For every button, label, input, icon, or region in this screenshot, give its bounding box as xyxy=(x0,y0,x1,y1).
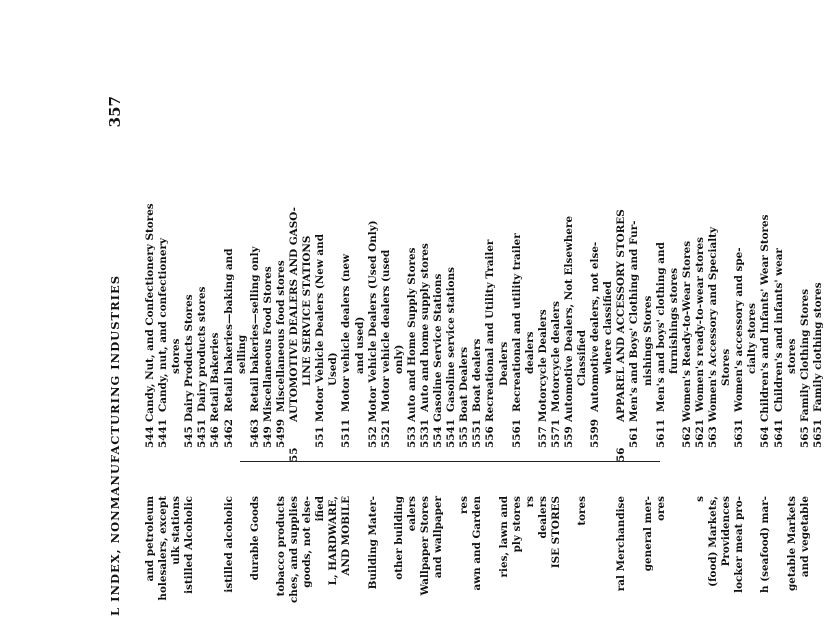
left-line-text: general mer- xyxy=(641,496,654,572)
index-entry xyxy=(340,96,353,448)
sic-code: 564 xyxy=(759,426,772,448)
left-line-text: ulk stations xyxy=(170,496,183,565)
sic-code: 562 xyxy=(680,426,693,448)
sic-code: 553 xyxy=(405,426,418,448)
left-column-line xyxy=(655,496,668,616)
left-line-text: Building Mater- xyxy=(366,496,379,590)
index-entry xyxy=(471,96,484,448)
sic-code: 5463 xyxy=(248,419,261,448)
entry-description: furnishings stores xyxy=(667,267,680,374)
left-column-line xyxy=(445,496,458,616)
left-line-text: locker meat pro- xyxy=(733,496,746,593)
left-column-line xyxy=(275,496,288,616)
left-column-line xyxy=(432,496,445,616)
index-entry xyxy=(419,96,432,448)
left-line-text: ealers xyxy=(405,496,418,532)
index-entry xyxy=(484,96,497,448)
left-line-text: ply stores xyxy=(510,496,523,553)
sic-code: 565 xyxy=(798,426,811,448)
entry-description: Gasoline Service Stations xyxy=(432,273,445,422)
entry-description: Miscellaneous food stores xyxy=(274,260,287,412)
left-line-text: other building xyxy=(392,496,405,580)
index-entry xyxy=(773,96,786,448)
left-column-line xyxy=(314,496,327,616)
left-line-text: awn and Garden xyxy=(471,496,484,591)
index-entry xyxy=(812,96,825,448)
index-entry xyxy=(628,96,641,448)
index-entry xyxy=(209,96,222,448)
sic-code: 5571 xyxy=(549,419,562,448)
left-line-text: L, HARDWARE, xyxy=(327,496,340,586)
left-column-line xyxy=(786,496,799,616)
index-entry xyxy=(524,96,537,448)
entry-description: Motorcycle dealers xyxy=(549,301,562,412)
left-line-text: and petroleum xyxy=(144,496,156,582)
index-entry xyxy=(642,96,655,448)
index-entry xyxy=(681,96,694,448)
sic-code: 5462 xyxy=(222,419,235,448)
sic-code: 5451 xyxy=(196,419,209,448)
entry-description: Used) xyxy=(327,352,340,386)
index-entry xyxy=(314,96,327,448)
index-entry xyxy=(445,96,458,448)
left-column-line xyxy=(537,496,550,616)
left-line-text: and wallpaper xyxy=(432,496,445,579)
index-entry xyxy=(432,96,445,448)
left-column-line xyxy=(249,496,262,616)
left-column-line xyxy=(170,496,183,616)
left-line-text: istilled alcoholic xyxy=(222,496,235,593)
index-entry xyxy=(537,96,550,448)
left-line-text: getable Markets xyxy=(785,496,798,592)
running-header xyxy=(108,96,128,616)
major-group-code: 55 xyxy=(288,447,301,462)
index-entry xyxy=(668,96,681,448)
sic-code: 5611 xyxy=(654,419,667,448)
left-line-text: Wallpaper Stores xyxy=(418,496,431,596)
left-line-text: res xyxy=(458,496,471,514)
entry-description: Stores xyxy=(720,348,733,386)
index-entry xyxy=(550,96,563,448)
entry-description: Motor vehicle dealers (new xyxy=(340,253,353,412)
left-column-line xyxy=(471,496,484,616)
left-column-line xyxy=(511,496,524,616)
left-column-line xyxy=(183,496,196,616)
left-column-line xyxy=(327,496,340,616)
left-column-line xyxy=(406,496,419,616)
left-column-line xyxy=(340,496,353,616)
index-entry xyxy=(183,96,196,448)
left-column-line xyxy=(759,496,772,616)
index-entry xyxy=(786,96,799,448)
index-entry xyxy=(458,96,471,448)
index-entry xyxy=(799,96,812,448)
page-title: L INDEX, NONMANUFACTURING INDUSTRIES xyxy=(108,274,122,616)
left-line-text: ified xyxy=(314,496,327,522)
sic-code: 559 xyxy=(563,426,575,448)
left-column-line xyxy=(773,496,786,616)
entry-description: only) xyxy=(392,344,405,374)
index-entry xyxy=(288,96,301,462)
left-column-line xyxy=(144,496,157,616)
sic-code: 5561 xyxy=(510,419,523,448)
index-entry xyxy=(563,96,576,448)
left-column-line xyxy=(576,496,589,616)
entry-description: Retail Bakeries xyxy=(209,332,222,422)
index-entry xyxy=(275,96,288,448)
index-entry xyxy=(301,96,314,448)
left-column-line xyxy=(799,496,812,616)
left-column-line xyxy=(393,496,406,616)
left-column-line xyxy=(589,496,602,616)
entry-description: Motor Vehicle Dealers (New and xyxy=(314,234,327,422)
entry-description: Boat dealers xyxy=(471,338,484,412)
sic-code: 554 xyxy=(432,426,445,448)
index-entry xyxy=(733,96,746,448)
index-entry xyxy=(707,96,720,448)
index-entry xyxy=(746,96,759,448)
entry-description: Women's Accessory and Specialty xyxy=(707,227,720,422)
left-line-text: AND MOBILE xyxy=(340,496,353,576)
entry-description: AUTOMOTIVE DEALERS AND GASO- xyxy=(288,207,301,422)
index-entry xyxy=(196,96,209,448)
left-column-line xyxy=(458,496,471,616)
left-line-text: ores xyxy=(654,496,667,521)
entry-description: Auto and home supply stores xyxy=(418,243,431,412)
left-column-line xyxy=(498,496,511,616)
index-entry xyxy=(144,96,157,448)
left-line-text: ral Merchandise xyxy=(615,496,628,592)
entry-description: and used) xyxy=(353,316,366,374)
sic-code: 5651 xyxy=(811,419,824,448)
left-line-text: holesalers, except xyxy=(157,496,170,601)
sic-code: 5599 xyxy=(589,419,602,448)
sic-code: 5551 xyxy=(471,419,484,448)
page-number: 357 xyxy=(106,96,124,128)
sic-code: 551 xyxy=(314,426,327,448)
sic-code: 557 xyxy=(536,426,549,448)
index-entry xyxy=(615,96,628,462)
entry-description: selling xyxy=(235,334,248,374)
entry-description: APPAREL AND ACCESSORY STORES xyxy=(615,209,628,422)
sic-code: 5621 xyxy=(693,419,706,448)
left-column-line xyxy=(236,496,249,616)
left-column-line xyxy=(367,496,380,616)
sic-code: 5511 xyxy=(340,419,353,448)
entry-description: Auto and Home Supply Stores xyxy=(405,247,418,422)
entry-description: Dairy products stores xyxy=(196,286,209,412)
sic-code: 544 xyxy=(144,426,156,448)
entry-description: Motor vehicle dealers (used xyxy=(379,249,392,412)
left-column-line xyxy=(524,496,537,616)
major-group-code: 56 xyxy=(615,447,628,462)
sic-code: 5631 xyxy=(733,419,746,448)
left-column-line xyxy=(550,496,563,616)
index-entry xyxy=(655,96,668,448)
entry-description: Candy, nut, and confectionery xyxy=(157,238,170,412)
entry-description: LINE SERVICE STATIONS xyxy=(301,235,314,386)
left-column-line xyxy=(484,496,497,616)
left-column-line xyxy=(602,496,615,616)
index-entry xyxy=(511,96,524,448)
entry-description: Candy, Nut, and Confectionery Stores xyxy=(144,203,156,422)
left-line-text: tobacco products xyxy=(274,496,287,597)
left-column-line xyxy=(288,496,301,616)
entry-description: Family clothing stores xyxy=(811,282,824,412)
entry-description: Retail bakeries—selling only xyxy=(248,246,261,412)
entry-description: Recreational and Utility Trailer xyxy=(484,239,497,422)
sic-code: 5541 xyxy=(445,419,458,448)
entry-description: Family Clothing Stores xyxy=(798,288,811,422)
left-column-line xyxy=(196,496,209,616)
left-line-text: h (seafood) mar- xyxy=(759,496,772,593)
index-entry xyxy=(354,96,367,448)
entry-description: Motor Vehicle Dealers (Used Only) xyxy=(366,220,379,422)
index-entry xyxy=(406,96,419,448)
left-line-text: s xyxy=(693,496,706,502)
sic-code: 5531 xyxy=(418,419,431,448)
entry-description: stores xyxy=(170,338,183,374)
entry-description: Women's Ready-to-Wear Stores xyxy=(680,240,693,422)
left-column-line xyxy=(746,496,759,616)
entry-description: Motorcycle Dealers xyxy=(536,309,549,422)
entry-description: Miscellaneous Food Stores xyxy=(261,266,274,422)
index-entry xyxy=(589,96,602,448)
entry-description: dealers xyxy=(523,331,536,374)
entry-description: Automotive dealers, not else- xyxy=(589,241,602,412)
left-column-line xyxy=(262,496,275,616)
left-line-text: (food) Markets, xyxy=(707,496,720,587)
index-entry xyxy=(393,96,406,448)
index-entry xyxy=(720,96,733,448)
sic-code: 563 xyxy=(707,426,720,448)
entry-description: Children's and Infants' Wear Stores xyxy=(759,214,772,422)
index-entry xyxy=(236,96,249,448)
sic-code: 561 xyxy=(628,426,641,448)
left-line-text: tores xyxy=(576,496,589,526)
left-column-line xyxy=(707,496,720,616)
sic-code: 5499 xyxy=(274,419,287,448)
index-entry xyxy=(576,96,589,448)
index-entry xyxy=(249,96,262,448)
left-column-line xyxy=(733,496,746,616)
sic-code: 556 xyxy=(484,426,497,448)
entry-description: Gasoline service stations xyxy=(445,266,458,412)
left-column-line xyxy=(668,496,681,616)
left-column-line xyxy=(157,496,170,616)
left-column-line xyxy=(301,496,314,616)
left-column-line xyxy=(615,496,628,616)
left-column-line xyxy=(694,496,707,616)
left-line-text: and vegetable xyxy=(798,496,811,578)
index-entry xyxy=(170,96,183,448)
left-column-line xyxy=(720,496,733,616)
index-entry xyxy=(327,96,340,448)
sic-code: 5521 xyxy=(379,419,392,448)
right-column xyxy=(144,96,825,462)
left-column-line xyxy=(223,496,236,616)
sic-code: 552 xyxy=(366,426,379,448)
entry-description: Dairy Products Stores xyxy=(183,294,196,422)
sic-code: 555 xyxy=(458,426,471,448)
entry-description: Recreational and utility trailer xyxy=(510,233,523,412)
entry-description: Women's ready-to-wear stores xyxy=(693,237,706,412)
left-line-text: ISE STORES xyxy=(549,496,562,569)
left-column-line xyxy=(380,496,393,616)
index-entry xyxy=(759,96,772,448)
left-column-line xyxy=(419,496,432,616)
entry-description: Boat Dealers xyxy=(458,346,471,422)
index-entry xyxy=(223,96,236,448)
left-line-text: rs xyxy=(523,496,536,508)
left-line-text: goods, not else- xyxy=(301,496,314,588)
entry-description: cialty stores xyxy=(746,303,759,374)
rotated-page xyxy=(100,96,824,616)
left-column-line xyxy=(209,496,222,616)
entry-description: Men's and Boys' Clothing and Fur- xyxy=(628,220,641,422)
left-column-line xyxy=(681,496,694,616)
left-line-text: dealers xyxy=(536,496,549,539)
left-column-line xyxy=(642,496,655,616)
index-entry xyxy=(694,96,707,448)
entry-description: Classified xyxy=(576,329,589,386)
left-line-text: ches, and supplies xyxy=(288,496,301,604)
index-entry xyxy=(602,96,615,448)
index-entry xyxy=(262,96,275,448)
entry-description: Men's and boys' clothing and xyxy=(654,242,667,412)
sic-code: 549 xyxy=(261,426,274,448)
sic-code: 546 xyxy=(209,426,222,448)
left-line-text: durable Goods xyxy=(248,496,261,581)
index-entry xyxy=(367,96,380,448)
left-column-line xyxy=(563,496,576,616)
index-entry xyxy=(380,96,393,448)
index-entry xyxy=(498,96,511,448)
left-column xyxy=(144,496,812,616)
sic-code: 5641 xyxy=(772,419,785,448)
left-column-line xyxy=(628,496,641,616)
sic-code: 5441 xyxy=(157,419,170,448)
entry-description: Retail bakeries—baking and xyxy=(222,248,235,412)
sic-code: 545 xyxy=(183,426,196,448)
left-line-text: ries, lawn and xyxy=(497,496,510,578)
index-entry xyxy=(157,96,170,448)
column-divider xyxy=(240,461,660,462)
entry-description: Children's and infants' wear xyxy=(772,248,785,412)
entry-description: nishings Stores xyxy=(641,295,654,386)
left-column-line xyxy=(354,496,367,616)
entry-description: stores xyxy=(785,338,798,374)
entry-description: Dealers xyxy=(497,341,510,386)
entry-description: Women's accessory and spe- xyxy=(733,247,746,412)
left-line-text: istilled Alcoholic xyxy=(183,496,196,594)
entry-description: where classified xyxy=(602,281,615,374)
left-line-text: Providences xyxy=(720,496,733,567)
entry-description: Automotive Dealers, Not Elsewhere xyxy=(563,215,575,422)
